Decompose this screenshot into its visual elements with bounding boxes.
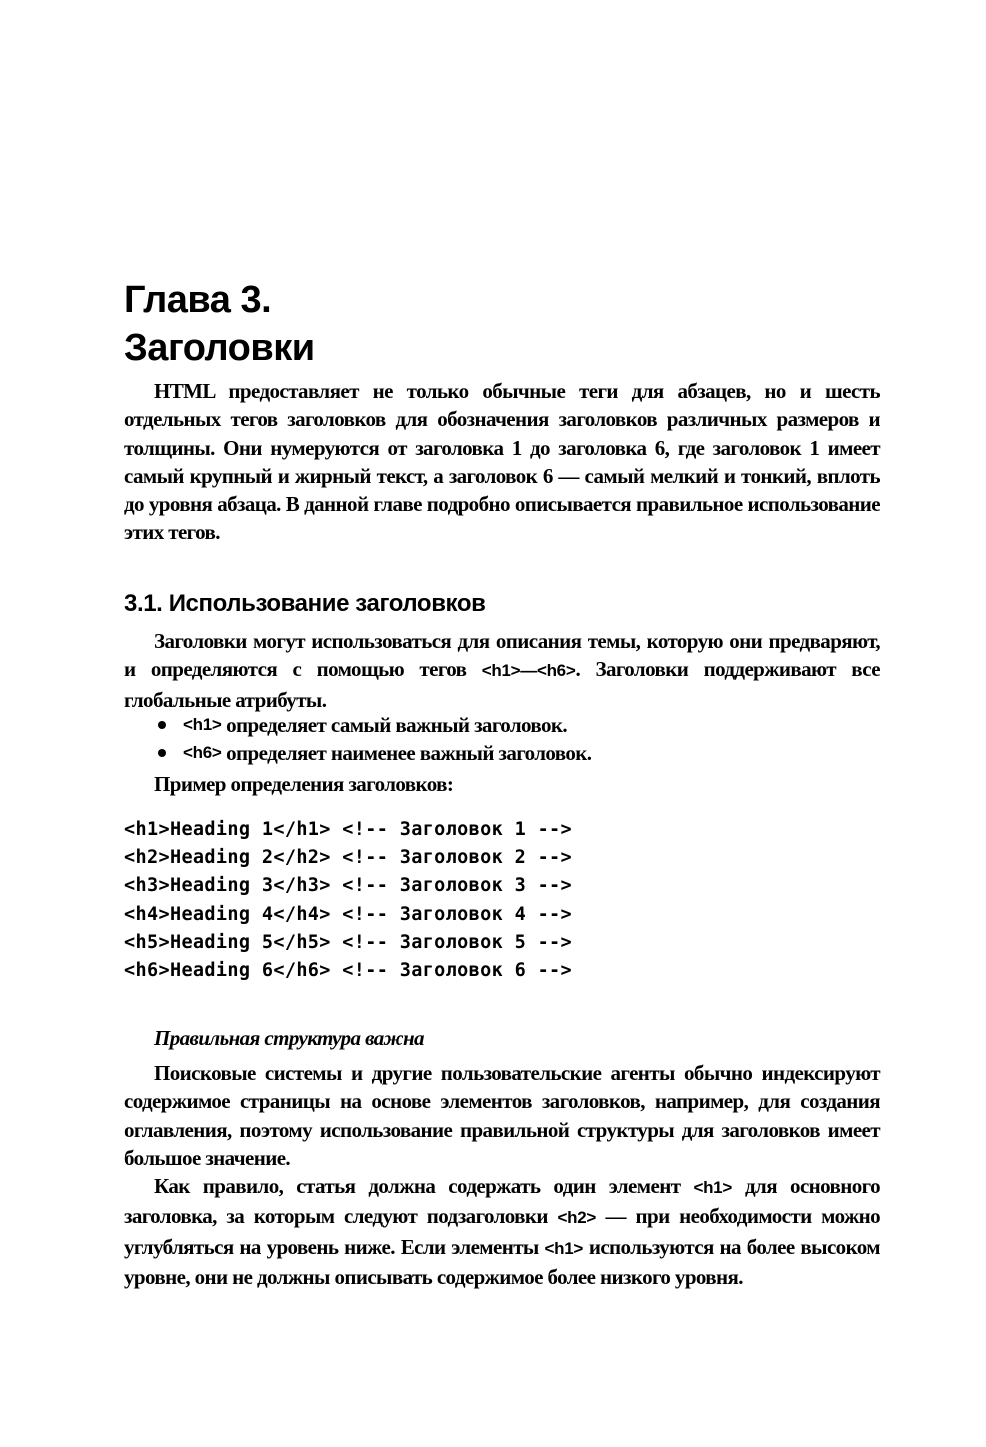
inline-code: <h1>: [693, 1178, 732, 1197]
code-line: <h3>Heading 3</h3> <!-- Заголовок 3 -->: [124, 875, 573, 897]
code-line: <h5>Heading 5</h5> <!-- Заголовок 5 -->: [124, 931, 573, 953]
inline-code: <h6>: [183, 743, 222, 763]
note-title: Правильная структура важна: [154, 1026, 424, 1050]
section-paragraph: Заголовки могут использоваться для описания темы, которую они предваряют, и определяются с помощью тегов <h1>—<h6>. Заголовки поддерживают все глобальные атрибуты.: [124, 629, 880, 712]
code-line: <h1>Heading 1</h1> <!-- Заголовок 1 -->: [124, 819, 573, 840]
chapter-title: [124, 276, 315, 372]
inline-code: <h1>—<h6>: [481, 661, 576, 681]
section-title: 3.1. Использование заголовков: [124, 590, 486, 617]
intro-paragraph: HTML предоставляет не только обычные теги для абзацев, но и шесть отдельных тегов заголовков для обозначения заголовков различных размеров и толщины. Они нумеруются от заголовка 1 до заголовка 6, где заголовок 1 имеет самый крупный и жирный текст, а заголовок 6 — самый мелкий и тонкий, вплоть до уровня абзаца. В данной главе подробно описывается правильное использование этих тегов.: [124, 379, 880, 545]
example-label: Пример определения заголовков:: [154, 772, 454, 796]
code-line: <h6>Heading 6</h6> <!-- Заголовок 6 -->: [124, 960, 573, 982]
inline-code: <h2>: [557, 1208, 596, 1228]
inline-code: <h1>: [544, 1238, 584, 1258]
code-line: <h4>Heading 4</h4> <!-- Заголовок 4 -->: [124, 903, 573, 925]
bullet-icon: [158, 749, 166, 757]
list-item: <h6> определяет наименее важный заголовок.: [158, 739, 591, 767]
chapter-name: Заголовки: [124, 327, 315, 369]
bullet-list: [158, 711, 591, 768]
code-line: <h2>Heading 2</h2> <!-- Заголовок 2 -->: [124, 847, 573, 869]
bullet-icon: [158, 721, 166, 729]
note-paragraph: Как правило, статья должна содержать один элемент <h1> для основного заголовка, за которым следуют подзаголовки <h2> — при необходимости можно углубляться на уровень ниже. Если элементы <h1> используются на более высоком уровне, они не должны описывать содержимое более низкого уровня.: [124, 1174, 880, 1289]
chapter-number: Глава 3.: [124, 279, 272, 321]
inline-code: <h1>: [183, 715, 222, 734]
list-item: <h1> определяет самый важный заголовок.: [158, 711, 591, 739]
note-paragraph: Поисковые системы и другие пользовательские агенты обычно индексируют содержимое страницы на основе элементов заголовков, например, для создания оглавления, поэтому использование правильной структуры для заголовков имеет большое значение.: [124, 1061, 880, 1170]
code-block: [124, 816, 572, 985]
